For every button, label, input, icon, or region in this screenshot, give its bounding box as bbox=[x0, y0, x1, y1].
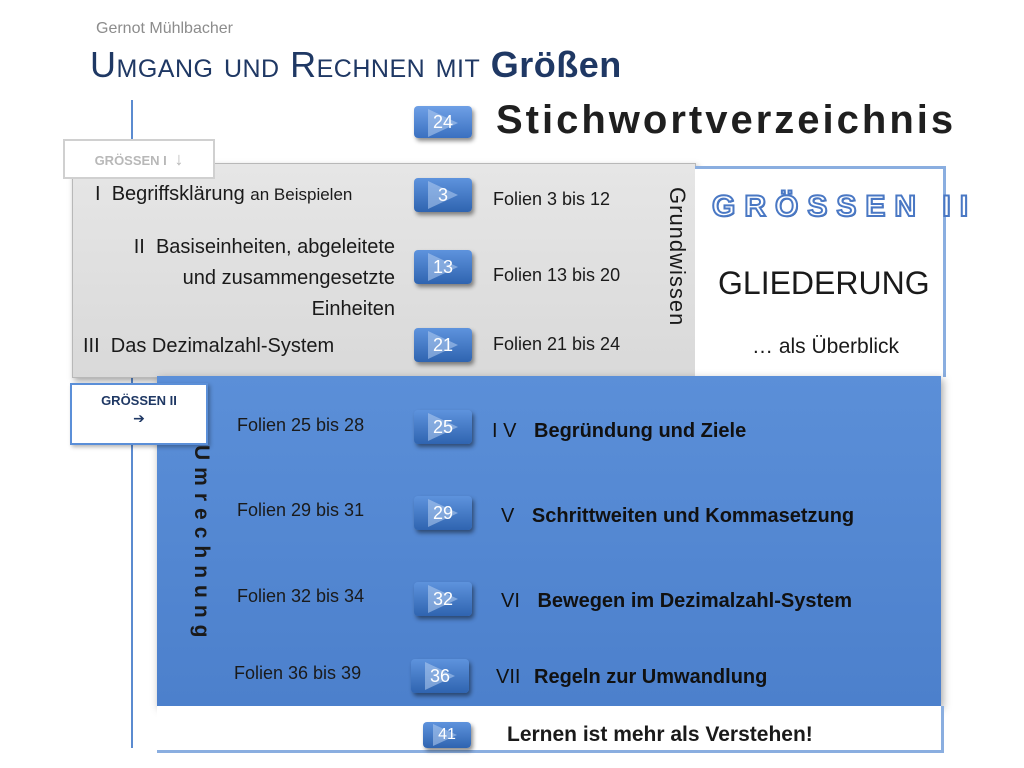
section-title-line3: Einheiten bbox=[311, 298, 395, 320]
section-title-line1: Basiseinheiten, abgeleitete bbox=[155, 236, 395, 258]
badge-number: 32 bbox=[432, 589, 454, 609]
section-title: Begriffsklärung bbox=[111, 183, 245, 205]
section-roman: I V bbox=[492, 420, 517, 442]
slide-13-button[interactable] bbox=[414, 250, 472, 284]
slide-range: Folien 13 bis 20 bbox=[493, 265, 621, 285]
groessen2-title: GRÖSSEN II bbox=[712, 190, 978, 223]
section-item bbox=[90, 232, 395, 325]
section-item bbox=[492, 420, 746, 443]
stichwort-link[interactable]: Stichwortverzeichnis bbox=[496, 98, 957, 142]
slide-range: Folien 29 bis 31 bbox=[237, 500, 365, 520]
ueberblick-subtitle: … als Überblick bbox=[752, 335, 900, 358]
title-part2: Größen bbox=[490, 44, 622, 85]
slide-range: Folien 32 bis 34 bbox=[237, 586, 365, 606]
umrechnung-side-label: Umrechnung bbox=[190, 445, 213, 645]
section-item bbox=[83, 335, 334, 358]
footer-motto: Lernen ist mehr als Verstehen! bbox=[507, 723, 813, 746]
gliederung-heading: GLIEDERUNG bbox=[718, 265, 930, 301]
slide-32-button[interactable] bbox=[414, 582, 472, 616]
slide-range: Folien 21 bis 24 bbox=[493, 334, 621, 354]
grundwissen-side-label: Grundwissen bbox=[665, 187, 690, 327]
badge-number: 25 bbox=[432, 417, 454, 437]
section-roman: V bbox=[501, 505, 515, 527]
badge-number: 36 bbox=[429, 666, 451, 686]
section-item bbox=[95, 183, 352, 206]
section-roman: I bbox=[95, 183, 101, 205]
badge-number: 3 bbox=[437, 185, 448, 205]
section-roman: VII bbox=[496, 666, 521, 688]
slide-25-button[interactable] bbox=[414, 410, 472, 444]
slide-range: Folien 36 bis 39 bbox=[234, 663, 362, 683]
slide-3-button[interactable] bbox=[414, 178, 472, 212]
section-title: Schrittweiten und Kommasetzung bbox=[531, 505, 855, 527]
arrow-right-icon: ➔ bbox=[133, 410, 145, 426]
groessen2-tag[interactable] bbox=[70, 383, 208, 445]
section-roman: II bbox=[133, 236, 145, 258]
stichwort-slide-button[interactable] bbox=[414, 106, 472, 138]
slide-range: Folien 3 bis 12 bbox=[493, 189, 611, 209]
stichwort-badge-number: 24 bbox=[432, 112, 454, 132]
section-title: Bewegen im Dezimalzahl-System bbox=[537, 590, 853, 612]
section-suffix: an Beispielen bbox=[250, 185, 353, 204]
author-name: Gernot Mühlbacher bbox=[96, 20, 233, 37]
page-title bbox=[90, 44, 622, 86]
section-title: Regeln zur Umwandlung bbox=[534, 666, 768, 688]
slide-29-button[interactable] bbox=[414, 496, 472, 530]
section-item bbox=[501, 590, 852, 613]
slide-21-button[interactable] bbox=[414, 328, 472, 362]
section-title: Das Dezimalzahl-System bbox=[110, 335, 335, 357]
badge-number: 41 bbox=[438, 726, 456, 743]
section-roman: VI bbox=[501, 590, 520, 612]
badge-number: 21 bbox=[432, 335, 454, 355]
section-item bbox=[501, 505, 854, 528]
section-title: Begründung und Ziele bbox=[534, 420, 747, 442]
slide-41-button[interactable] bbox=[423, 722, 471, 748]
groessen1-tag-label: GRÖSSEN I bbox=[94, 153, 167, 168]
section-title-line2: und zusammengesetzte bbox=[182, 267, 395, 289]
slide-range: Folien 25 bis 28 bbox=[237, 415, 365, 435]
section-item bbox=[496, 666, 767, 689]
groessen1-tag[interactable] bbox=[63, 139, 215, 179]
arrow-down-icon: ↓ bbox=[174, 149, 184, 169]
badge-number: 29 bbox=[432, 503, 454, 523]
groessen2-tag-label: GRÖSSEN II bbox=[101, 393, 177, 408]
section-roman: III bbox=[83, 335, 100, 357]
slide-36-button[interactable] bbox=[411, 659, 469, 693]
title-part1: Umgang und Rechnen mit bbox=[90, 44, 481, 85]
badge-number: 13 bbox=[432, 257, 454, 277]
